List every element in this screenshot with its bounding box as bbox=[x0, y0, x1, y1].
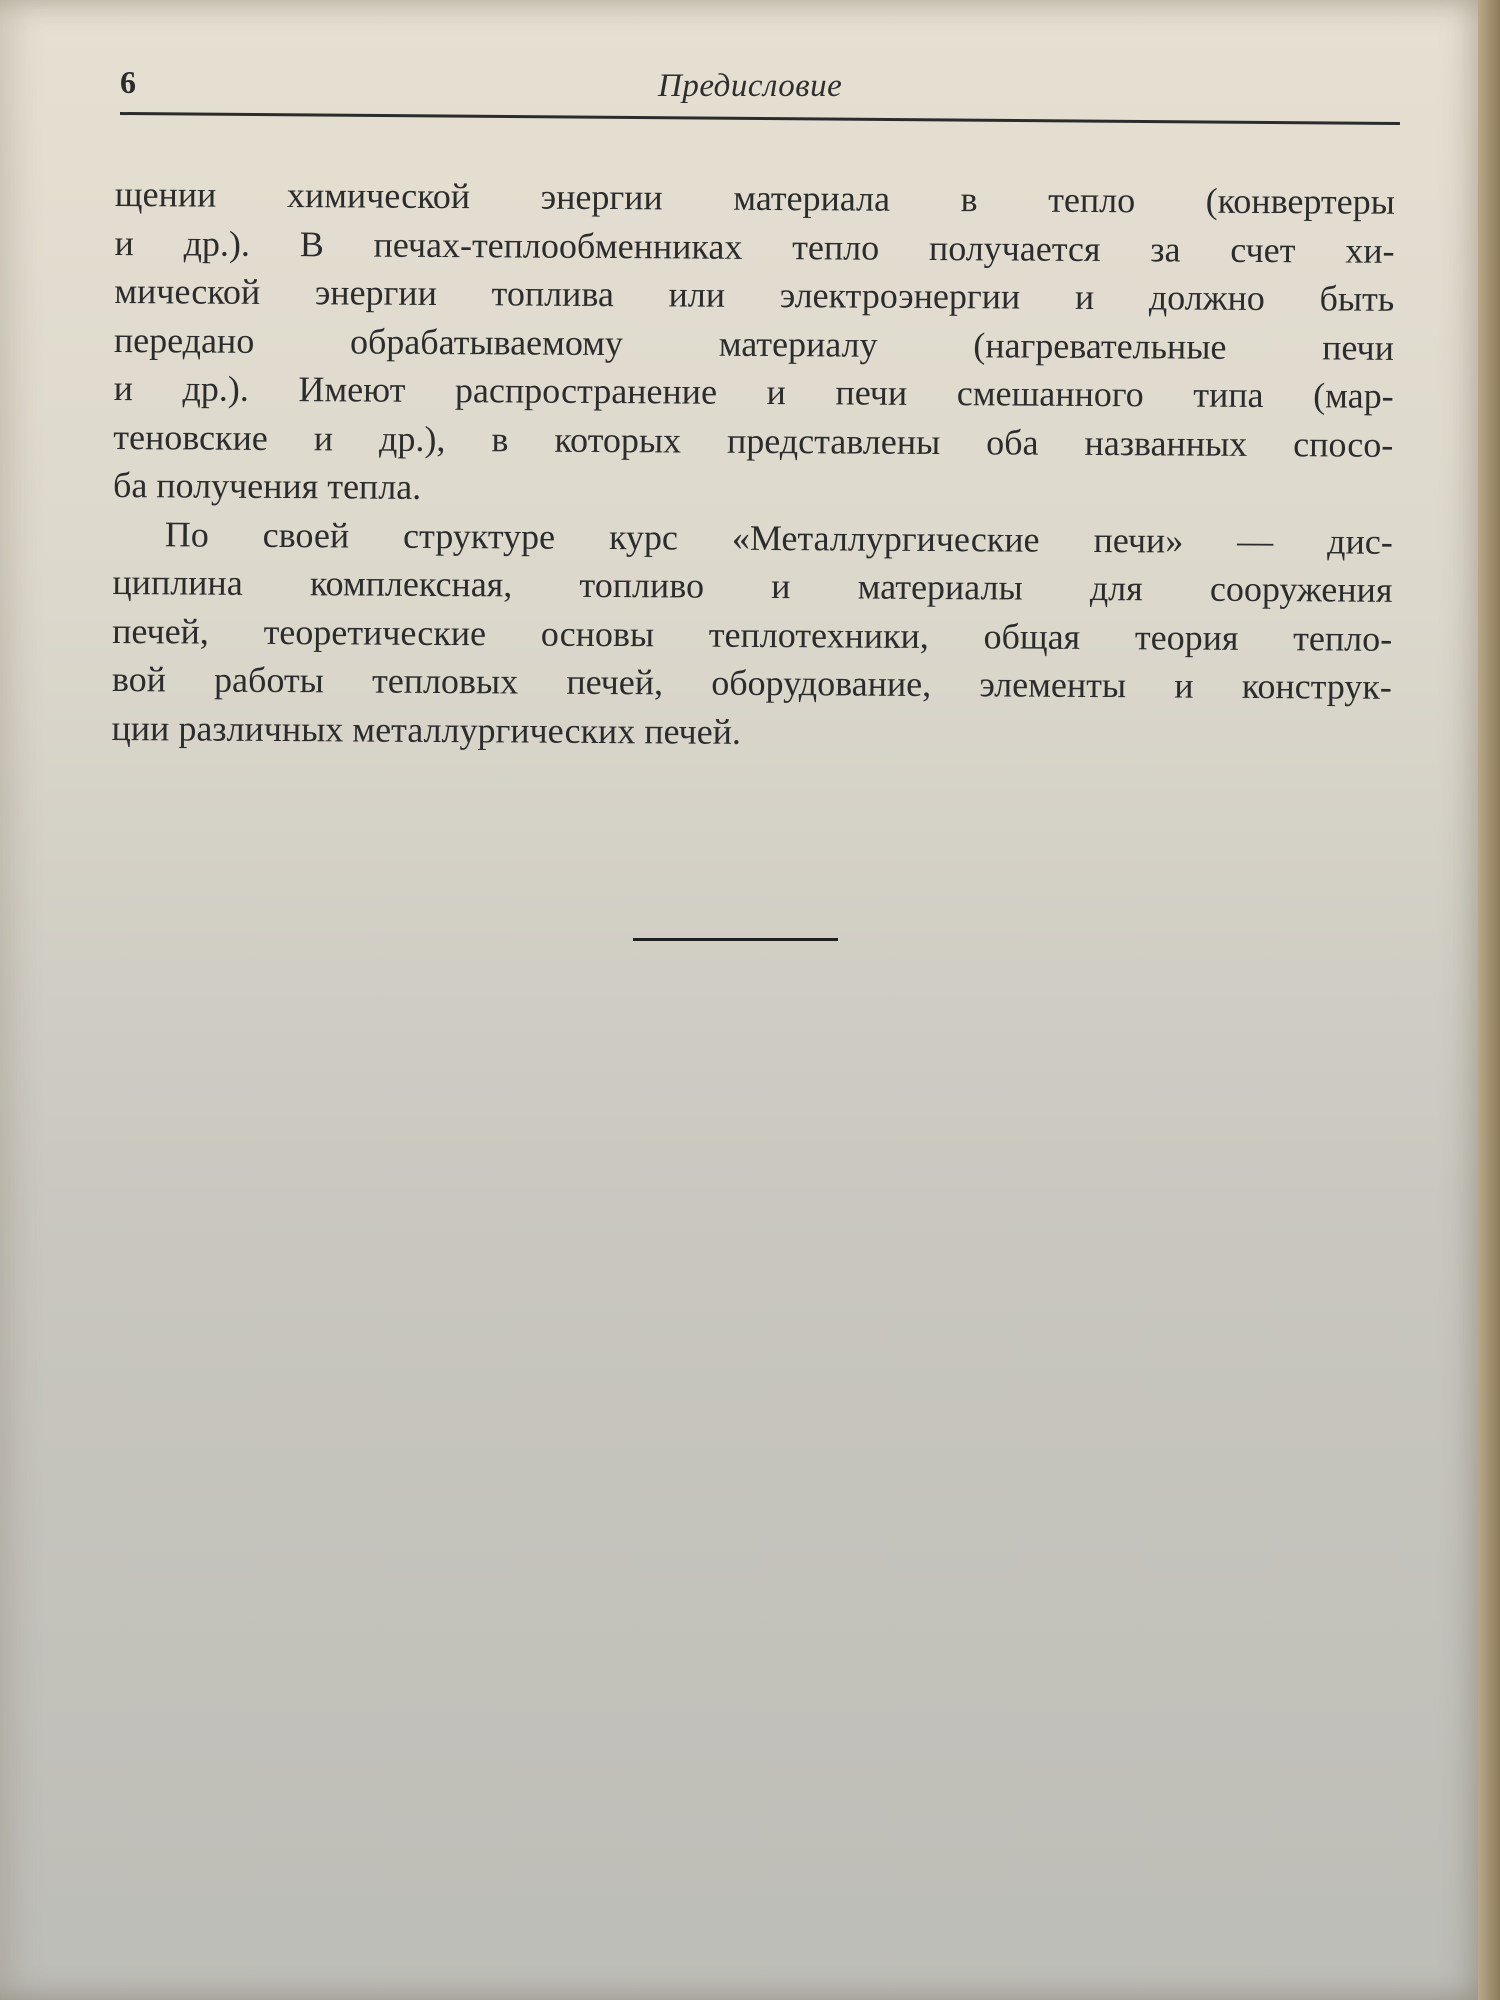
section-end-rule bbox=[633, 938, 838, 941]
text-line: ба получения тепла. bbox=[112, 464, 422, 507]
text-line: ции различных металлургических печей. bbox=[111, 707, 742, 752]
text-line: щении химической энергии материала в тепло (конвертеры bbox=[114, 173, 1395, 222]
text-line: мической энергии топлива или электроэнергии и должно быть bbox=[114, 270, 1395, 319]
paragraph-1 bbox=[113, 170, 1395, 517]
book-edge bbox=[1478, 0, 1500, 2000]
page-header bbox=[118, 60, 1400, 120]
text-line: передано обрабатываемому материалу (нагревательные печи bbox=[113, 319, 1395, 368]
text-line: циплина комплексная, топливо и материалы для сооружения bbox=[112, 561, 1393, 610]
text-line: печей, теоретические основы теплотехники, общая теория тепло- bbox=[112, 610, 1393, 659]
text-line: и др.). В печах-теплообменниках тепло получается за счет хи- bbox=[114, 222, 1395, 271]
text-line: вой работы тепловых печей, оборудование, элементы и конструк- bbox=[111, 658, 1392, 707]
paragraph-2 bbox=[111, 509, 1392, 759]
page-number: 6 bbox=[120, 64, 136, 100]
text-line: По своей структуре курс «Металлургические печи» — дис- bbox=[164, 513, 1393, 562]
running-title: Предисловие bbox=[658, 68, 843, 104]
body-text bbox=[111, 170, 1395, 760]
text-line: теновские и др.), в которых представлены оба названных спосо- bbox=[113, 416, 1394, 465]
text-line: и др.). Имеют распространение и печи смешанного типа (мар- bbox=[113, 367, 1394, 416]
